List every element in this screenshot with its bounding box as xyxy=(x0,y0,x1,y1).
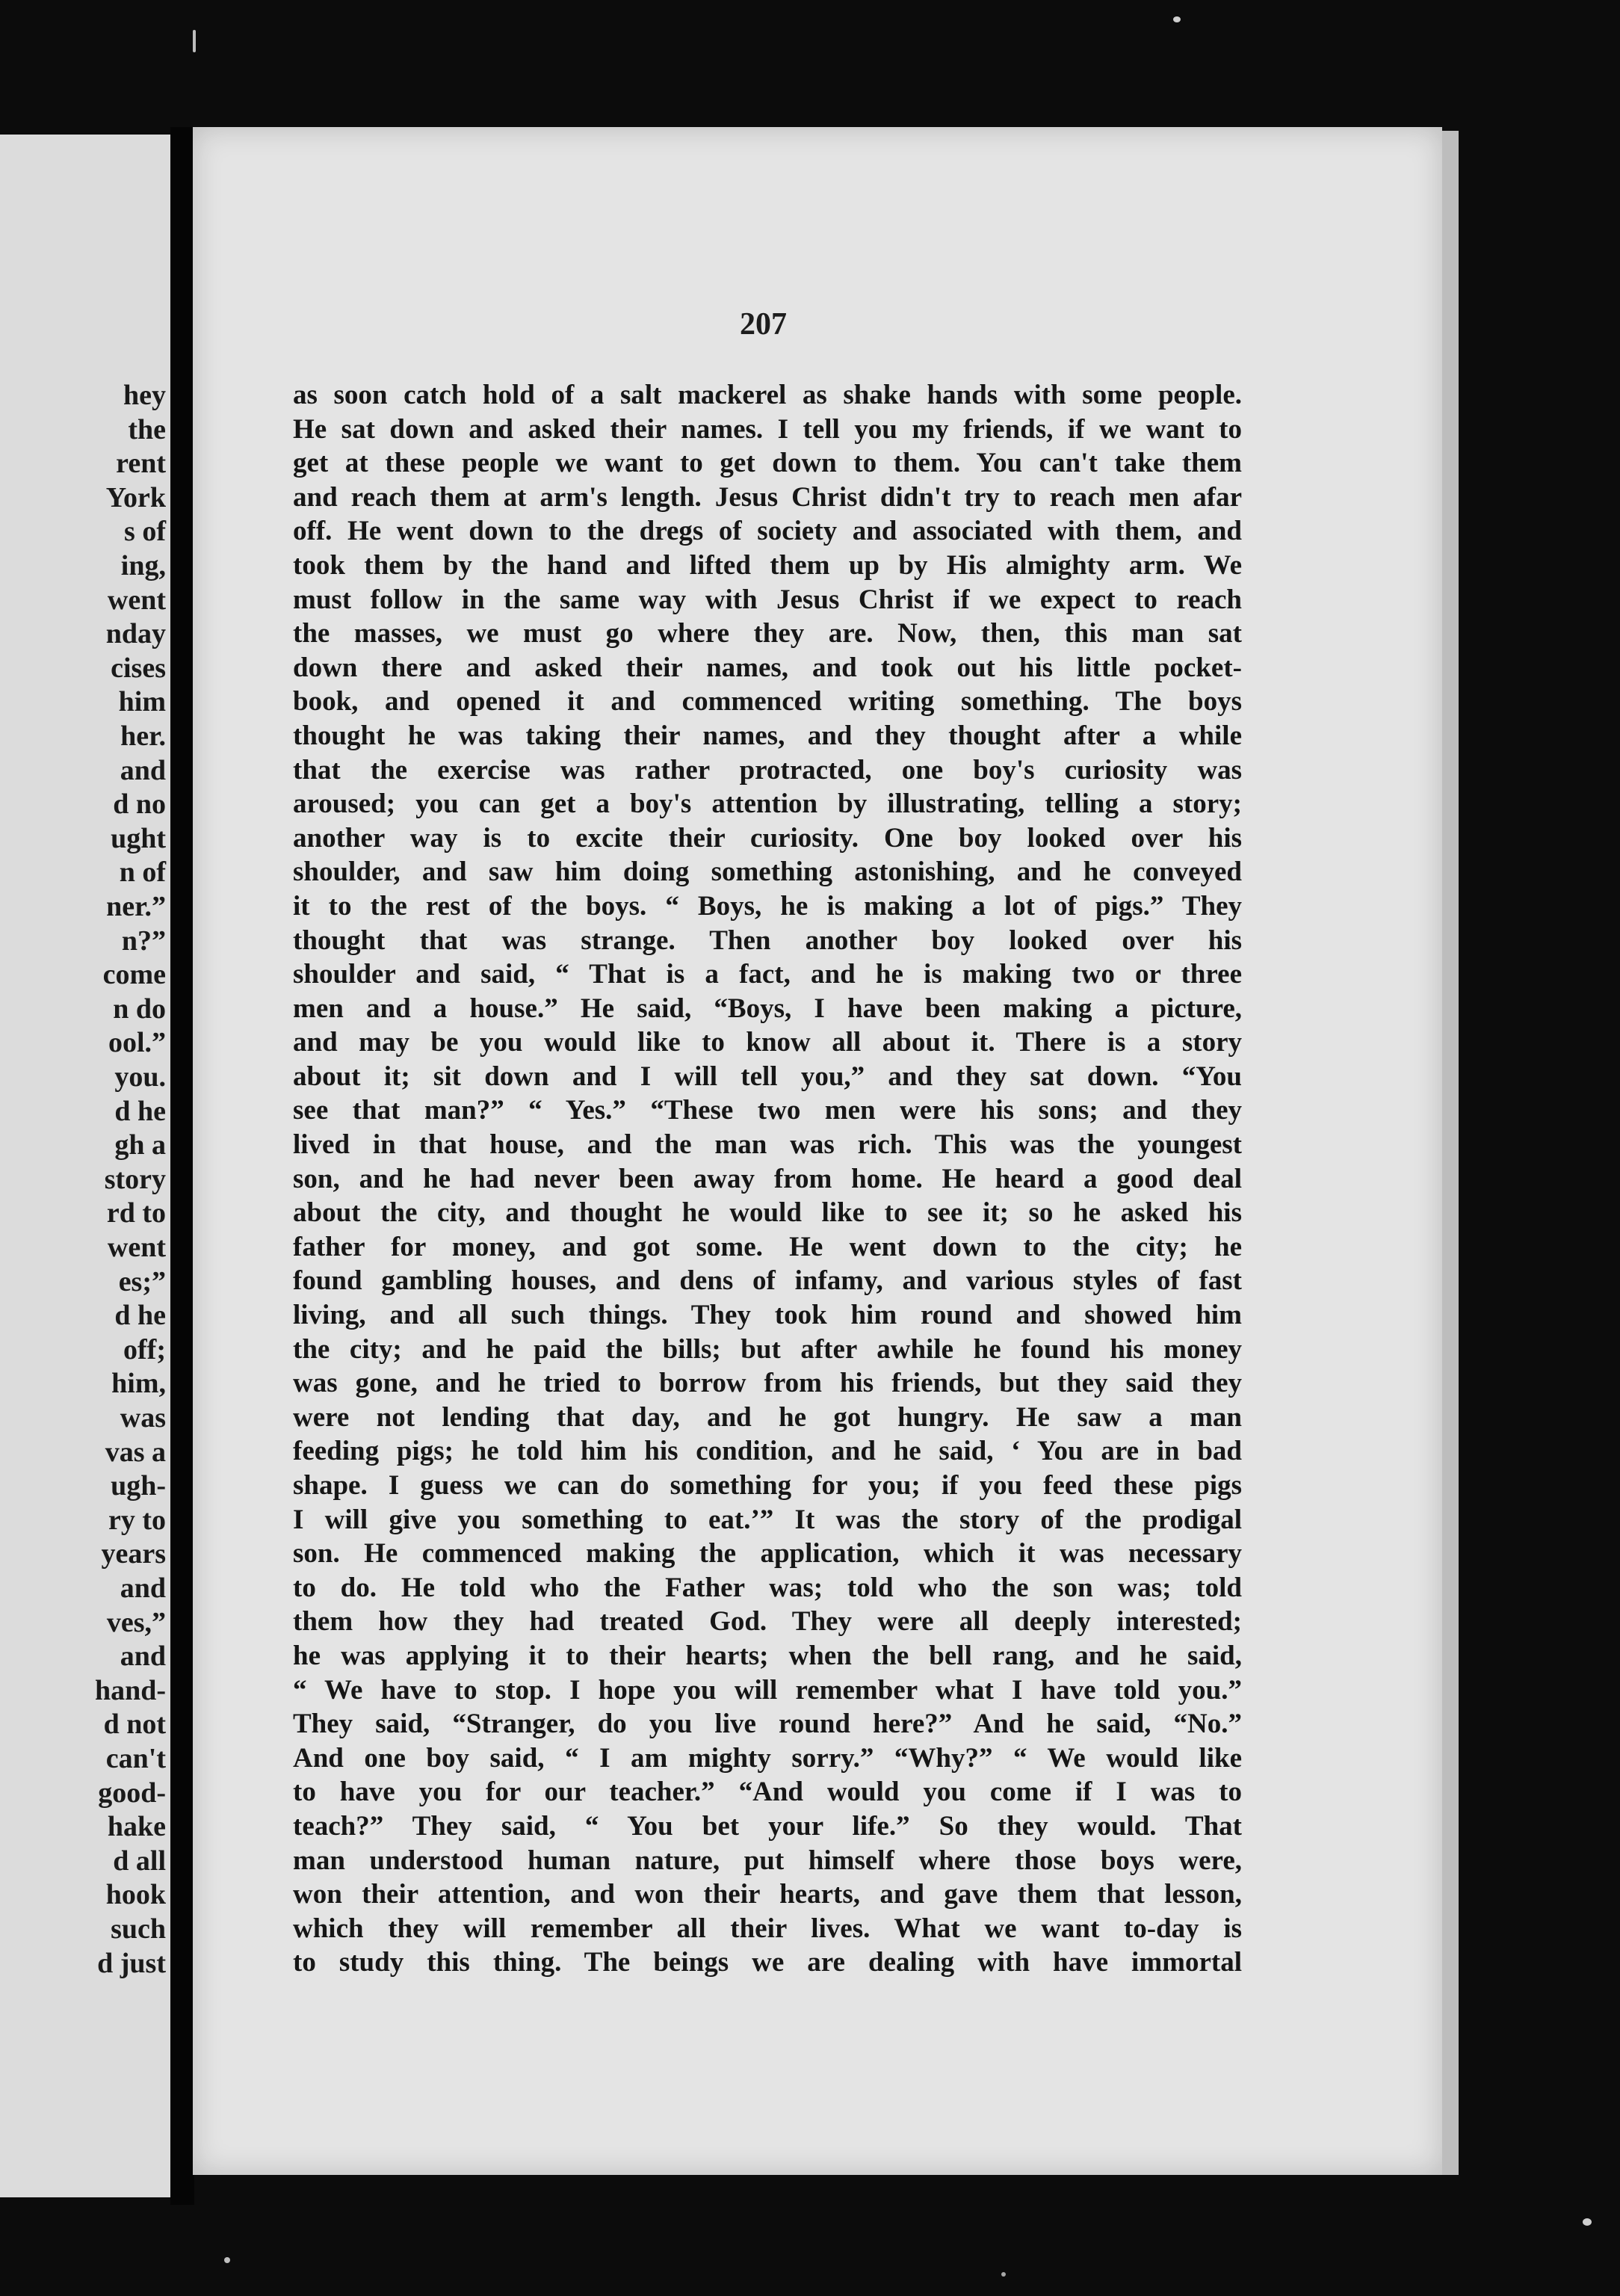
text-line: to do. He told who the Father was; told who the son was; told xyxy=(293,1572,1242,1603)
facing-page-line: was xyxy=(120,1402,166,1434)
text-line: found gambling houses, and dens of infamy, and various styles of fast xyxy=(293,1265,1242,1297)
facing-page-line: ool.” xyxy=(108,1027,166,1059)
facing-page-line: vas a xyxy=(105,1436,166,1468)
facing-page-line: d no xyxy=(113,789,166,821)
facing-page-line: d he xyxy=(114,1300,166,1332)
facing-page-line: rent xyxy=(116,448,166,480)
text-line: took them by the hand and lifted them up by His almighty arm. We xyxy=(293,549,1242,581)
text-line: see that man?” “ Yes.” “These two men were his sons; and they xyxy=(293,1095,1242,1126)
text-line: the city; and he paid the bills; but after awhile he found his money xyxy=(293,1333,1242,1365)
text-line: feeding pigs; he told him his condition, and he said, ‘ You are in bad xyxy=(293,1436,1242,1467)
facing-page-line: d he xyxy=(114,1095,166,1127)
text-line: “ We have to stop. I hope you will remember what I have told you.” xyxy=(293,1674,1242,1706)
text-line: about it; sit down and I will tell you,” and they sat down. “You xyxy=(293,1061,1242,1092)
facing-page-line: the xyxy=(128,413,166,445)
facing-page-line: ught xyxy=(111,822,166,854)
text-line: aroused; you can get a boy's attention by illustrating, telling a story; xyxy=(293,789,1242,820)
body-text xyxy=(293,378,1242,1980)
facing-page-line: es;” xyxy=(118,1265,166,1297)
text-line: thought he was taking their names, and they thought after a while xyxy=(293,720,1242,751)
facing-page-line: and xyxy=(120,754,166,786)
facing-page-line: d all xyxy=(113,1845,166,1877)
text-line: down there and asked their names, and took out his little pocket- xyxy=(293,652,1242,683)
text-line: men and a house.” He said, “Boys, I have been making a picture, xyxy=(293,993,1242,1024)
facing-page-line: him xyxy=(118,686,166,718)
text-line: about the city, and thought he would like to see it; so he asked his xyxy=(293,1197,1242,1229)
text-line: He sat down and asked their names. I tell you my friends, if we want to xyxy=(293,413,1242,445)
facing-page-line: n?” xyxy=(121,925,166,957)
text-line: shoulder, and saw him doing something astonishing, and he conveyed xyxy=(293,857,1242,888)
facing-page-line: cises xyxy=(111,652,166,684)
facing-page-line: story xyxy=(104,1163,166,1195)
text-line: shoulder and said, “ That is a fact, and he is making two or three xyxy=(293,959,1242,990)
facing-page-line: and xyxy=(120,1573,166,1604)
facing-page-line: can't xyxy=(105,1743,166,1774)
facing-page-line: hand- xyxy=(94,1674,166,1706)
facing-page-line: come xyxy=(102,959,166,991)
text-line: to have you for our teacher.” “And would you come if I was to xyxy=(293,1777,1242,1808)
facing-page-line: off; xyxy=(123,1333,166,1365)
text-line: the masses, we must go where they are. Now, then, this man sat xyxy=(293,618,1242,649)
facing-page-line: ugh- xyxy=(111,1470,166,1502)
text-line: book, and opened it and commenced writing something. The boys xyxy=(293,686,1242,718)
text-line: shape. I guess we can do something for you; if you feed these pigs xyxy=(293,1470,1242,1501)
text-line: won their attention, and won their hearts, and gave them that lesson, xyxy=(293,1879,1242,1910)
text-line: it to the rest of the boys. “ Boys, he is making a lot of pigs.” They xyxy=(293,890,1242,922)
facing-page-line: and xyxy=(120,1641,166,1673)
text-line: he was applying it to their hearts; when the bell rang, and he said, xyxy=(293,1640,1242,1671)
text-line: as soon catch hold of a salt mackerel as shake hands with some people. xyxy=(293,380,1242,410)
book-gutter xyxy=(170,127,194,2205)
facing-page-line: years xyxy=(101,1538,166,1570)
facing-page-line: hake xyxy=(107,1811,166,1843)
page-edge xyxy=(1442,131,1459,2175)
text-line: father for money, and got some. He went down to the city; he xyxy=(293,1231,1242,1262)
text-line: get at these people we want to get down to them. You can't take them xyxy=(293,448,1242,479)
facing-page-line: hey xyxy=(123,380,166,411)
facing-page-fragment xyxy=(0,135,170,2197)
text-line: another way is to excite their curiosity. One boy looked over his xyxy=(293,822,1242,854)
text-line: to study this thing. The beings we are dealing with have immortal xyxy=(293,1947,1242,1978)
facing-page-line: d just xyxy=(97,1947,166,1979)
facing-page-line: n do xyxy=(113,993,166,1025)
facing-page-line: rd to xyxy=(106,1197,166,1229)
text-line: and may be you would like to know all about it. There is a story xyxy=(293,1027,1242,1058)
facing-page-line: York xyxy=(105,481,166,513)
text-line: that the exercise was rather protracted, one boy's curiosity was xyxy=(293,754,1242,786)
text-line: And one boy said, “ I am mighty sorry.” “Why?” “ We would like xyxy=(293,1742,1242,1774)
dust-speck xyxy=(224,2257,230,2263)
facing-page-line: you. xyxy=(114,1061,166,1093)
text-line: teach?” They said, “ You bet your life.” So they would. That xyxy=(293,1810,1242,1842)
facing-page-line: went xyxy=(107,584,166,616)
facing-page-line: him, xyxy=(111,1368,166,1400)
facing-page-line: such xyxy=(111,1913,166,1945)
facing-page-line: ner.” xyxy=(106,891,166,922)
text-line: them how they had treated God. They were all deeply interested; xyxy=(293,1606,1242,1638)
facing-page-line: n of xyxy=(119,857,166,889)
facing-page-line: s of xyxy=(124,516,166,548)
text-line: son, and he had never been away from home. He heard a good deal xyxy=(293,1163,1242,1194)
dust-speck xyxy=(1001,2272,1006,2277)
facing-page-line: went xyxy=(107,1232,166,1263)
facing-page-line: nday xyxy=(105,618,166,650)
text-line: living, and all such things. They took him round and showed him xyxy=(293,1300,1242,1331)
text-line: thought that was strange. Then another boy looked over his xyxy=(293,925,1242,956)
dust-speck xyxy=(193,30,196,52)
facing-page-line: good- xyxy=(98,1777,166,1809)
facing-page-line: d not xyxy=(103,1709,166,1741)
facing-page-line: gh a xyxy=(114,1129,166,1161)
text-line: They said, “Stranger, do you live round here?” And he said, “No.” xyxy=(293,1709,1242,1740)
facing-page-line: hook xyxy=(105,1879,166,1911)
dust-speck xyxy=(1173,16,1181,22)
dust-speck xyxy=(1583,2218,1592,2226)
text-line: off. He went down to the dregs of society and associated with them, and xyxy=(293,516,1242,547)
text-line: was gone, and he tried to borrow from his friends, but they said they xyxy=(293,1368,1242,1399)
text-line: son. He commenced making the application, which it was necessary xyxy=(293,1538,1242,1570)
text-line: I will give you something to eat.’” It was the story of the prodigal xyxy=(293,1504,1242,1535)
text-line: must follow in the same way with Jesus Christ if we expect to reach xyxy=(293,584,1242,615)
facing-page-line: her. xyxy=(120,720,166,752)
page-number: 207 xyxy=(740,307,787,342)
text-line: which they will remember all their lives. What we want to-day is xyxy=(293,1913,1242,1944)
text-line: and reach them at arm's length. Jesus Christ didn't try to reach men afar xyxy=(293,481,1242,513)
facing-page-line: ry to xyxy=(108,1504,166,1536)
text-line: lived in that house, and the man was rich. This was the youngest xyxy=(293,1129,1242,1161)
facing-page-line: ing, xyxy=(120,550,166,581)
text-line: were not lending that day, and he got hungry. He saw a man xyxy=(293,1401,1242,1433)
text-line: man understood human nature, put himself where those boys were, xyxy=(293,1845,1242,1876)
facing-page-line: ves,” xyxy=(106,1606,166,1638)
